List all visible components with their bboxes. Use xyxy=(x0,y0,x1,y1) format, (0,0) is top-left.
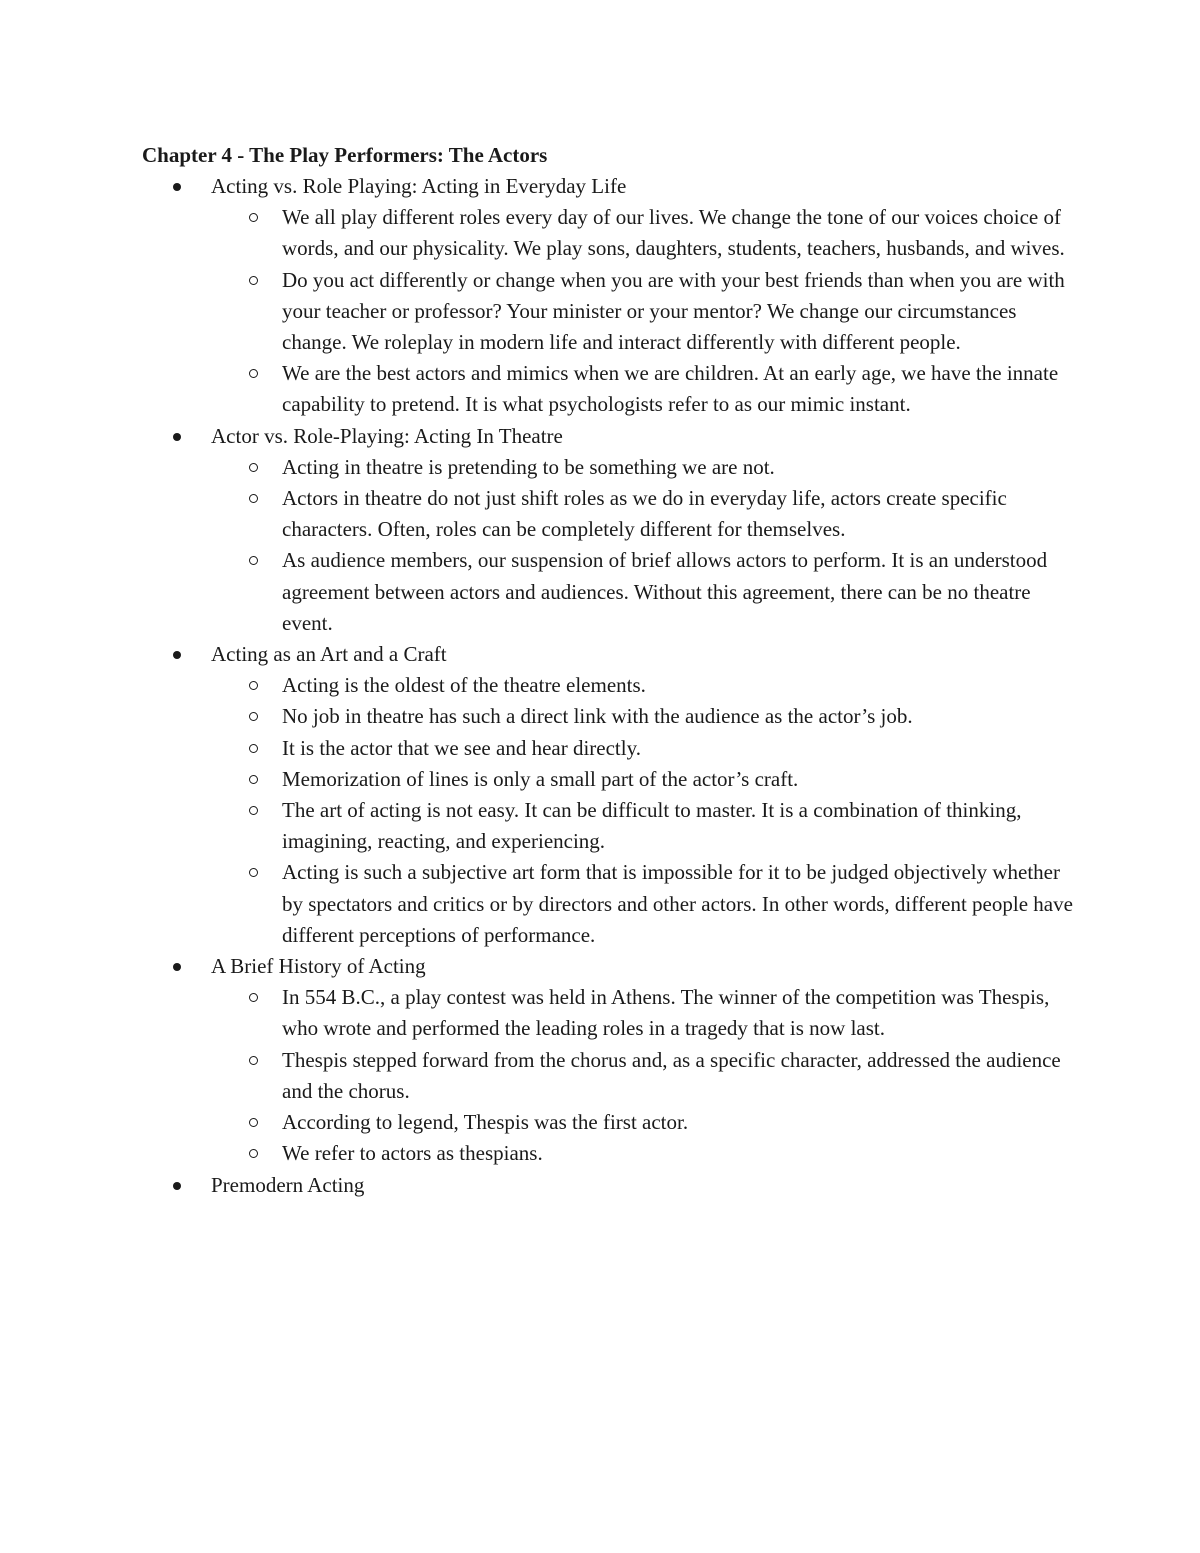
list-item-text: Actors in theatre do not just shift roles as we do in everyday life, actors create specific characters. Often, roles can be completely different for themselves. xyxy=(282,486,1007,542)
list-item-text: No job in theatre has such a direct link with the audience as the actor’s job. xyxy=(282,704,913,729)
hollow-bullet-icon xyxy=(249,993,258,1002)
hollow-bullet-icon xyxy=(249,1056,258,1065)
hollow-bullet-icon xyxy=(249,744,258,753)
hollow-bullet-icon xyxy=(249,556,258,565)
list-item-text: It is the actor that we see and hear directly. xyxy=(282,735,641,760)
list-item xyxy=(142,764,1082,795)
section-heading: Actor vs. Role-Playing: Acting In Theatre xyxy=(211,423,563,448)
hollow-bullet-icon xyxy=(249,868,258,877)
list-item-text: Thespis stepped forward from the chorus and, as a specific character, addressed the audience and the chorus. xyxy=(282,1047,1061,1103)
list-item-text: We all play different roles every day of our lives. We change the tone of our voices choice of words, and our physicality. We play sons, daughters, students, teachers, husbands, and wives. xyxy=(282,205,1065,261)
list-item-text: According to legend, Thespis was the first actor. xyxy=(282,1110,689,1135)
section-item xyxy=(142,951,1082,1169)
sub-list xyxy=(211,452,1082,639)
list-item xyxy=(142,545,1082,639)
sub-list xyxy=(211,982,1082,1169)
section-heading: Premodern Acting xyxy=(211,1172,365,1197)
hollow-bullet-icon xyxy=(249,463,258,472)
bullet-icon xyxy=(173,183,181,191)
list-item-text: Memorization of lines is only a small part of the actor’s craft. xyxy=(282,766,799,791)
sub-list xyxy=(211,670,1082,951)
list-item-text: In 554 B.C., a play contest was held in Athens. The winner of the competition was Thespis, who wrote and performed the leading roles in a tragedy that is now last. xyxy=(282,985,1050,1041)
section-heading: A Brief History of Acting xyxy=(211,954,426,979)
outline-list xyxy=(142,171,1082,1201)
hollow-bullet-icon xyxy=(249,775,258,784)
chapter-title: Chapter 4 - The Play Performers: The Actors xyxy=(142,143,548,167)
list-item xyxy=(142,265,1082,359)
section-item xyxy=(142,1170,1082,1201)
list-item-text: Acting is such a subjective art form that is impossible for it to be judged objectively whether by spectators and critics or by directors and other actors. In other words, different people have different perceptions of performance. xyxy=(282,860,1073,947)
list-item xyxy=(142,733,1082,764)
list-item xyxy=(142,358,1082,420)
hollow-bullet-icon xyxy=(249,712,258,721)
hollow-bullet-icon xyxy=(249,1149,258,1158)
hollow-bullet-icon xyxy=(249,494,258,503)
list-item xyxy=(142,1107,1082,1138)
section-heading: Acting as an Art and a Craft xyxy=(211,642,447,667)
sub-list xyxy=(211,202,1082,420)
hollow-bullet-icon xyxy=(249,276,258,285)
list-item xyxy=(142,670,1082,701)
list-item-text: Acting is the oldest of the theatre elements. xyxy=(282,673,646,698)
list-item xyxy=(142,483,1082,545)
bullet-icon xyxy=(173,963,181,971)
list-item xyxy=(142,1138,1082,1169)
section-item xyxy=(142,639,1082,951)
list-item xyxy=(142,982,1082,1044)
section-item xyxy=(142,171,1082,421)
list-item xyxy=(142,452,1082,483)
list-item xyxy=(142,202,1082,264)
list-item-text: We are the best actors and mimics when we are children. At an early age, we have the innate capability to pretend. It is what psychologists refer to as our mimic instant. xyxy=(282,361,1059,417)
list-item xyxy=(142,701,1082,732)
hollow-bullet-icon xyxy=(249,806,258,815)
hollow-bullet-icon xyxy=(249,369,258,378)
hollow-bullet-icon xyxy=(249,1118,258,1127)
hollow-bullet-icon xyxy=(249,681,258,690)
list-item xyxy=(142,857,1082,951)
section-heading: Acting vs. Role Playing: Acting in Everyday Life xyxy=(211,174,627,198)
list-item-text: The art of acting is not easy. It can be difficult to master. It is a combination of thinking, imagining, reacting, and experiencing. xyxy=(282,798,1022,854)
bullet-icon xyxy=(173,433,181,441)
list-item-text: Acting in theatre is pretending to be something we are not. xyxy=(282,454,775,479)
bullet-icon xyxy=(173,1182,181,1190)
list-item-text: As audience members, our suspension of brief allows actors to perform. It is an understood agreement between actors and audiences. Without this agreement, there can be no theatre event. xyxy=(282,548,1048,635)
hollow-bullet-icon xyxy=(249,213,258,222)
list-item xyxy=(142,1045,1082,1107)
bullet-icon xyxy=(173,651,181,659)
list-item xyxy=(142,795,1082,857)
section-item xyxy=(142,421,1082,639)
list-item-text: We refer to actors as thespians. xyxy=(282,1141,543,1166)
document-page xyxy=(142,140,1082,1201)
list-item-text: Do you act differently or change when you are with your best friends than when you are with your teacher or professor? Your minister or your mentor? We change our circumstances change. We roleplay in modern life and interact differently with different people. xyxy=(282,267,1065,355)
